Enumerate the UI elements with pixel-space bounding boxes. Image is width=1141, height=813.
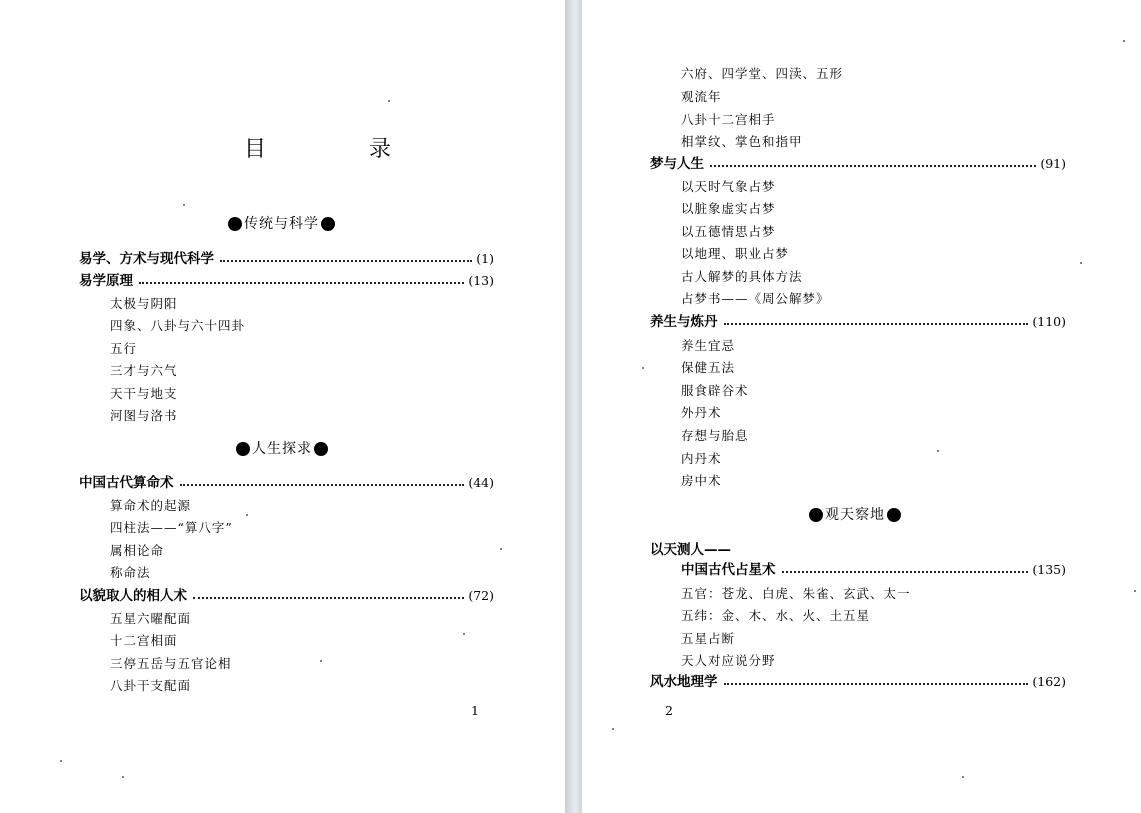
toc-subentry: 古人解梦的具体方法 [681, 269, 803, 284]
toc-entry[interactable] [650, 312, 1066, 332]
bullet-dot-icon [228, 217, 242, 231]
toc-subentry: 五纬：金、木、水、火、土五星 [681, 608, 871, 623]
toc-subentry: 服食辟谷术 [681, 383, 749, 398]
entry-page: (162) [1032, 674, 1066, 689]
section-heading-label: 人生探求 [252, 441, 312, 457]
toc-subentry: 以五德情思占梦 [681, 224, 776, 239]
toc-subentry: 外丹术 [681, 405, 722, 420]
page-gutter [565, 0, 582, 813]
toc-subentry: 属相论命 [110, 543, 165, 558]
toc-subentry: 存想与胎息 [681, 428, 749, 443]
section-heading-tradition [228, 213, 335, 235]
entry-title: 中国古代占星术 [681, 562, 776, 578]
dot-leader [193, 597, 464, 599]
scan-speck [642, 367, 644, 369]
section-heading-sky-earth [809, 504, 901, 526]
scan-speck [246, 514, 248, 516]
toc-subentry: 六府、四学堂、四渎、五形 [681, 66, 844, 81]
toc-subentry: 占梦书——《周公解梦》 [681, 291, 830, 306]
toc-entry[interactable] [650, 154, 1066, 174]
scan-speck [612, 728, 614, 730]
toc-subentry: 三停五岳与五官论相 [110, 656, 232, 671]
entry-title: 养生与炼丹 [650, 314, 718, 330]
dot-leader [782, 571, 1029, 573]
toc-entry[interactable] [681, 560, 1066, 580]
scan-speck [1080, 262, 1082, 264]
entry-title: 以貌取人的相人术 [79, 588, 187, 604]
scan-speck [937, 450, 939, 452]
toc-subentry: 相掌纹、掌色和指甲 [681, 134, 803, 149]
page-number: 2 [665, 703, 673, 718]
left-page [0, 0, 565, 813]
toc-subentry: 观流年 [681, 89, 722, 104]
dot-leader [220, 260, 472, 262]
entry-page: (110) [1032, 314, 1066, 329]
toc-part-heading[interactable] [650, 540, 731, 560]
dot-leader [180, 484, 465, 486]
toc-subentry: 以地理、职业占梦 [681, 246, 790, 261]
toc-subentry: 五星占断 [681, 631, 736, 646]
section-heading-label: 观天察地 [825, 507, 885, 523]
scan-speck [1123, 40, 1125, 42]
toc-subentry: 河图与洛书 [110, 408, 178, 423]
toc-subentry: 十二宫相面 [110, 633, 178, 648]
toc-subentry: 保健五法 [681, 360, 736, 375]
entry-page: (72) [468, 588, 494, 603]
toc-subentry: 养生宜忌 [681, 338, 736, 353]
dot-leader [724, 683, 1029, 685]
entry-title: 风水地理学 [650, 674, 718, 690]
toc-subentry: 八卦干支配面 [110, 678, 192, 693]
toc-subentry: 房中术 [681, 473, 722, 488]
entry-page: (44) [468, 475, 494, 490]
toc-subentry: 内丹术 [681, 451, 722, 466]
scan-speck [500, 548, 502, 550]
toc-subentry: 三才与六气 [110, 363, 178, 378]
bullet-dot-icon [887, 508, 901, 522]
toc-subentry: 以天时气象占梦 [681, 179, 776, 194]
toc-entry[interactable] [79, 271, 494, 291]
bullet-dot-icon [236, 442, 250, 456]
toc-entry[interactable] [79, 473, 494, 493]
bullet-dot-icon [321, 217, 335, 231]
section-heading-life [236, 438, 328, 460]
entry-title: 易学原理 [79, 273, 133, 289]
entry-page: (135) [1032, 562, 1066, 577]
entry-title: 梦与人生 [650, 156, 704, 172]
entry-page: (91) [1040, 156, 1066, 171]
entry-page: (13) [468, 273, 494, 288]
toc-subentry: 称命法 [110, 565, 151, 580]
scan-speck [320, 660, 322, 662]
entry-title: 中国古代算命术 [79, 475, 174, 491]
section-heading-label: 传统与科学 [244, 216, 319, 232]
toc-subentry: 五星六曜配面 [110, 611, 192, 626]
scan-speck [122, 776, 124, 778]
toc-entry[interactable] [650, 672, 1066, 692]
page-number: 1 [471, 703, 479, 718]
toc-subentry: 算命术的起源 [110, 498, 192, 513]
scan-speck [463, 633, 465, 635]
bullet-dot-icon [314, 442, 328, 456]
scan-speck [388, 100, 390, 102]
toc-subentry: 八卦十二宫相手 [681, 112, 776, 127]
toc-entry[interactable] [79, 586, 494, 606]
toc-subentry: 天干与地支 [110, 386, 178, 401]
toc-subentry: 以脏象虚实占梦 [681, 201, 776, 216]
dot-leader [710, 165, 1036, 167]
toc-subentry: 天人对应说分野 [681, 653, 776, 668]
scan-speck [962, 776, 964, 778]
entry-title: 以天测人—— [650, 542, 731, 558]
toc-subentry: 四象、八卦与六十四卦 [110, 318, 246, 333]
toc-entry[interactable] [79, 249, 494, 269]
toc-subentry: 四柱法——“算八字” [110, 520, 233, 535]
dot-leader [139, 282, 464, 284]
toc-subentry: 太极与阴阳 [110, 296, 178, 311]
scan-speck [183, 204, 185, 206]
entry-page: (1) [476, 251, 494, 266]
scan-speck [1134, 590, 1136, 592]
right-page [582, 0, 1141, 813]
dot-leader [724, 323, 1029, 325]
toc-title: 目 录 [244, 137, 439, 162]
toc-subentry: 五官：苍龙、白虎、朱雀、玄武、太一 [681, 586, 911, 601]
toc-subentry: 五行 [110, 341, 138, 356]
bullet-dot-icon [809, 508, 823, 522]
scan-speck [60, 760, 62, 762]
entry-title: 易学、方术与现代科学 [79, 251, 214, 267]
